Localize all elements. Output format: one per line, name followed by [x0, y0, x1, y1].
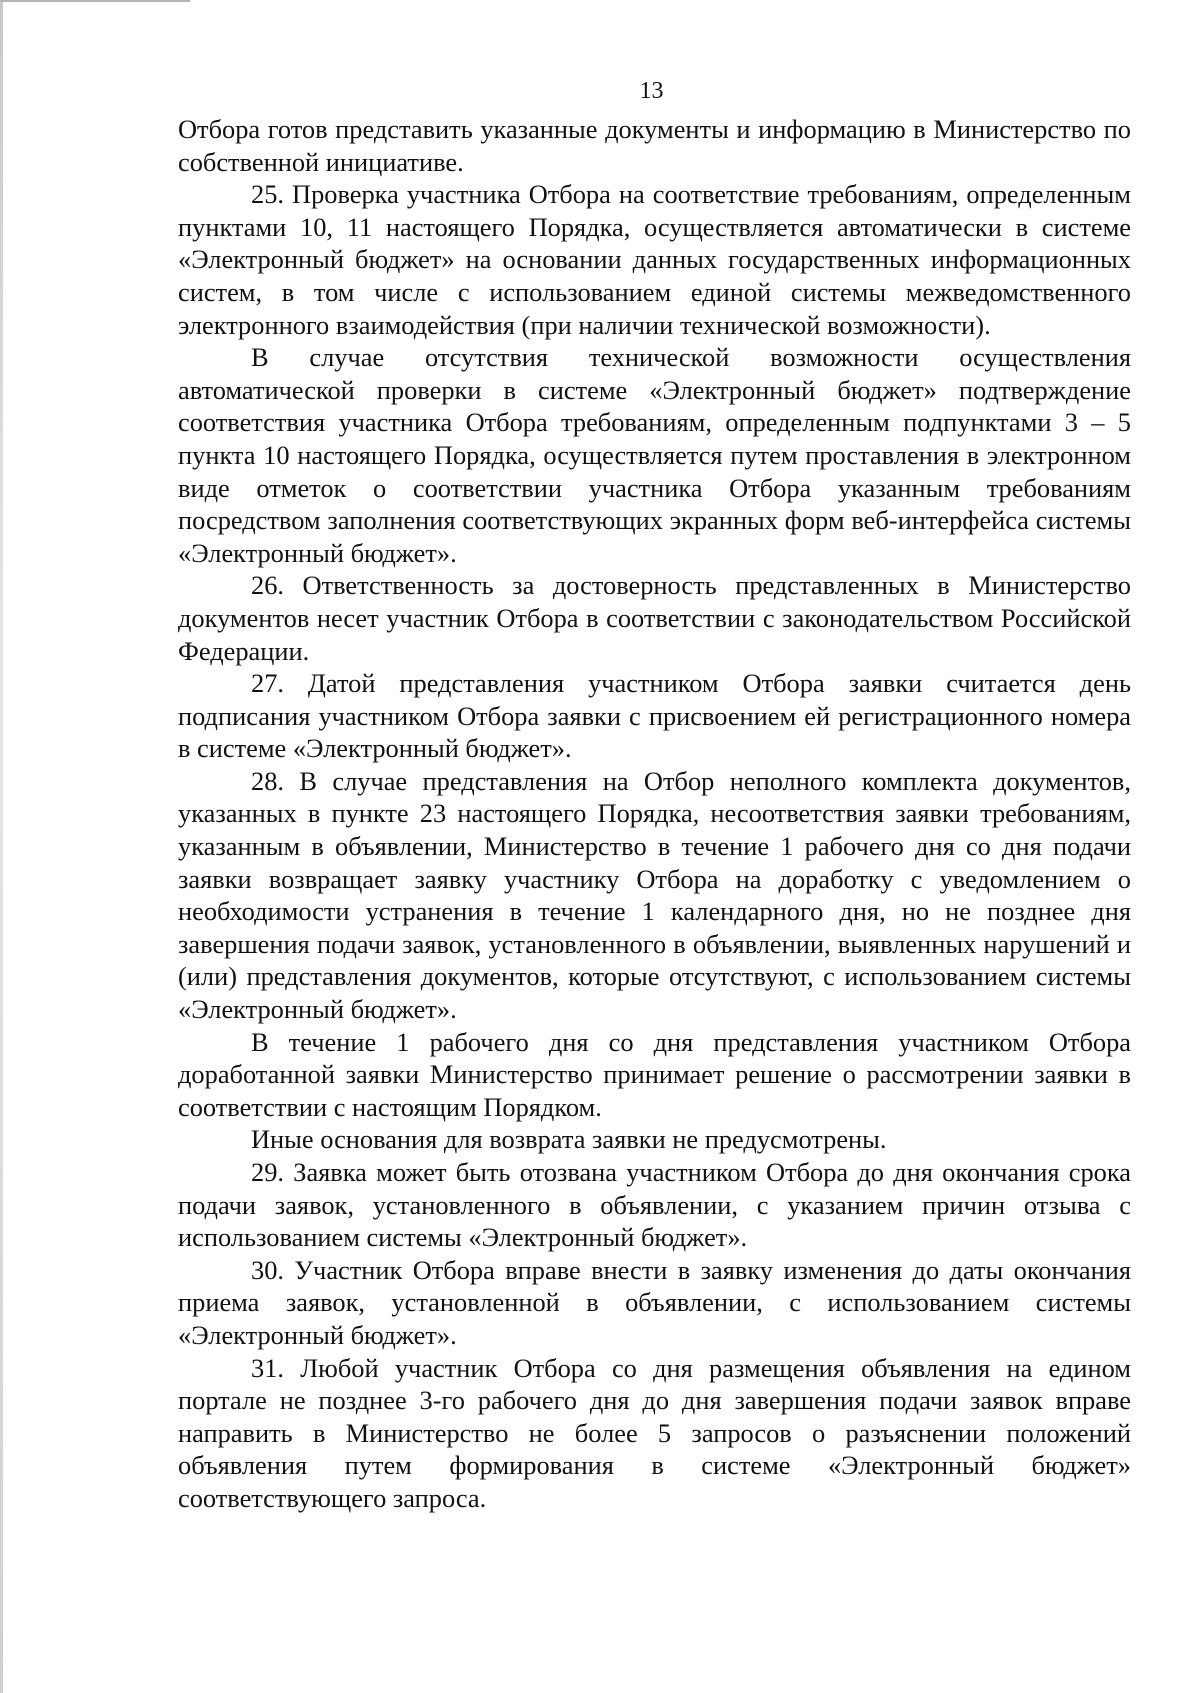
scan-edge-left [0, 0, 3, 1693]
scan-edge-top [0, 0, 190, 2]
paragraph-28-revision: В течение 1 рабочего дня со дня представления участником Отбора доработанной заявки Министерство принимает решение о рассмотрении заявки в соответствии с настоящим Порядком. [178, 1026, 1131, 1122]
paragraph-25-manual-check: В случае отсутствия технической возможности осуществления автоматической проверки в системе «Электронный бюджет» подтверждение соответствия участника Отбора требованиям, определенным подпунктами 3 – 5 пункта 10 настоящего Порядка, осуществляется путем проставления в электронном виде отметок о соответствии участника Отбора указанным требованиям посредством заполнения соответствующих экранных форм веб-интерфейса системы «Электронный бюджет». [178, 342, 1131, 568]
paragraph-31: 31. Любой участник Отбора со дня размещения объявления на едином портале не позднее 3-го рабочего дня до дня завершения подачи заявок вправе направить в Министерство не более 5 запросов о разъяснении положений объявления путем формирования в системе «Электронный бюджет» соответствующего запроса. [178, 1352, 1131, 1513]
paragraph-26: 26. Ответственность за достоверность представленных в Министерство документов несет участник Отбора в соответствии с законодательством Российской Федерации. [178, 570, 1131, 666]
paragraph-28-other-grounds: Иные основания для возврата заявки не предусмотрены. [251, 1124, 887, 1155]
paragraph-29: 29. Заявка может быть отозвана участником Отбора до дня окончания срока подачи заявок, установленного в объявлении, с указанием причин отзыва с использованием системы «Электронный бюджет». [178, 1157, 1131, 1253]
paragraph-30: 30. Участник Отбора вправе внести в заявку изменения до даты окончания приема заявок, установленной в объявлении, с использованием системы «Электронный бюджет». [178, 1254, 1131, 1350]
page-number: 13 [639, 78, 664, 104]
document-body [178, 113, 1131, 1515]
paragraph-25: 25. Проверка участника Отбора на соответствие требованиям, определенным пунктами 10, 11 настоящего Порядка, осуществляется автоматически в системе «Электронный бюджет» на основании данных государственных информационных систем, в том числе с использованием единой системы межведомственного электронного взаимодействия (при наличии технической возможности). [178, 179, 1131, 340]
paragraph-continuation: Отбора готов представить указанные документы и информацию в Министерство по собственной инициативе. [178, 114, 1131, 177]
paragraph-27: 27. Датой представления участником Отбора заявки считается день подписания участником Отбора заявки с присвоением ей регистрационного номера в системе «Электронный бюджет». [178, 668, 1131, 764]
paragraph-28: 28. В случае представления на Отбор неполного комплекта документов, указанных в пункте 23 настоящего Порядка, несоответствия заявки требованиям, указанным в объявлении, Министерство в течение 1 рабочего дня со дня подачи заявки возвращает заявку участнику Отбора на доработку с уведомлением о необходимости устранения в течение 1 календарного дня, но не позднее дня завершения подачи заявок, установленного в объявлении, выявленных нарушений и (или) представления документов, которые отсутствуют, с использованием системы «Электронный бюджет». [178, 765, 1131, 1025]
